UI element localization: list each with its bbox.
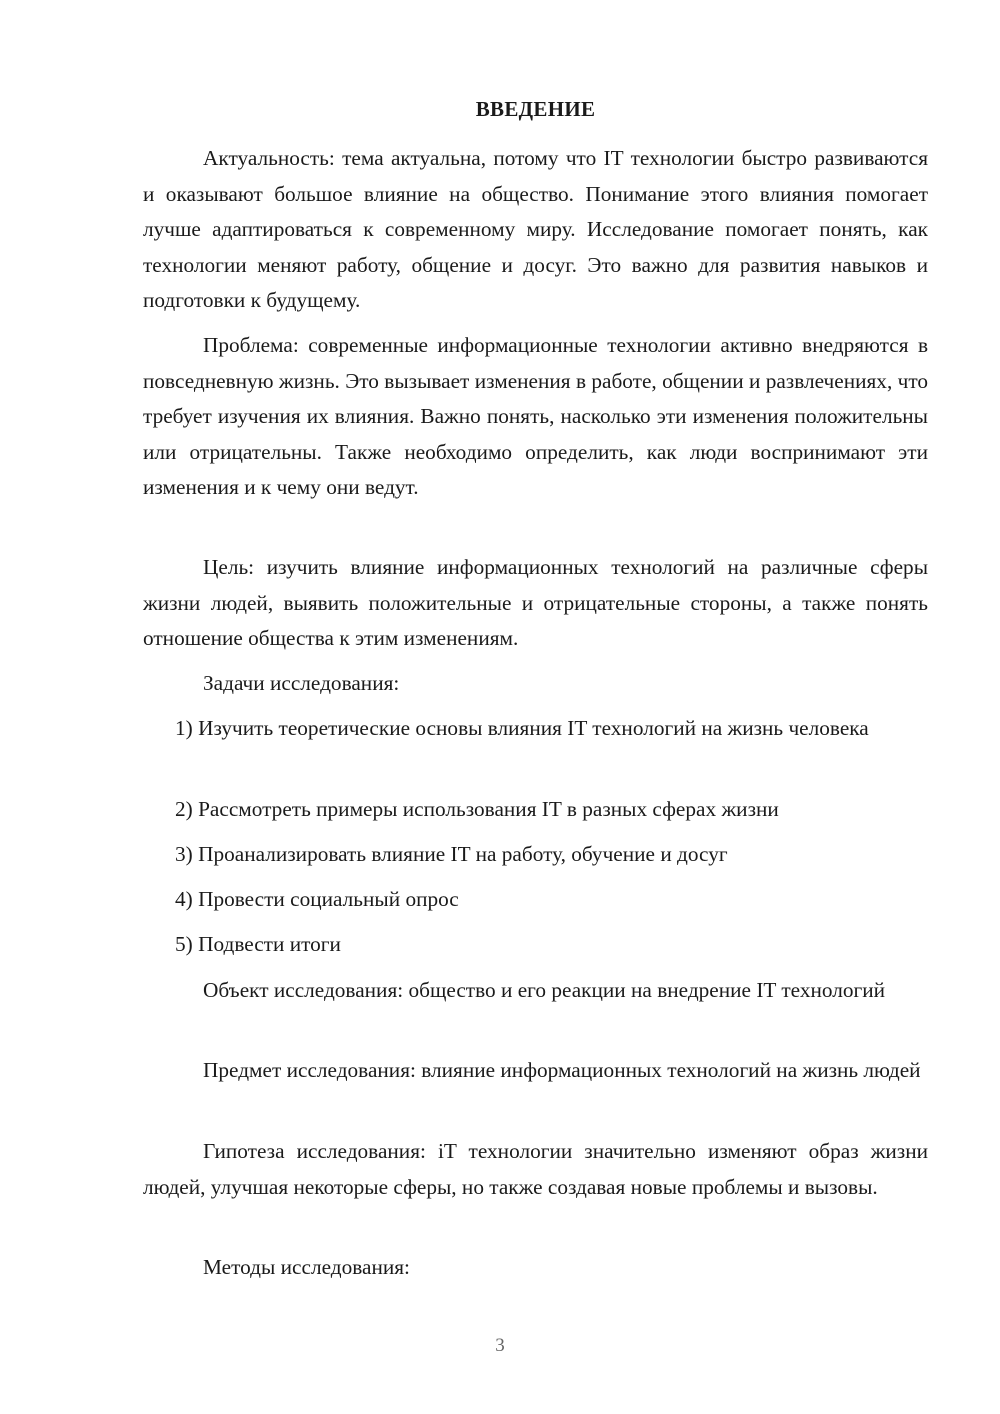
paragraph-object: Объект исследования: общество и его реакции на внедрение IT технологий: [203, 978, 886, 1002]
section-title: ВВЕДЕНИЕ: [475, 97, 596, 121]
task-item-4: 4) Провести социальный опрос: [175, 887, 459, 911]
paragraph-relevance: Актуальность: тема актуальна, потому что IT технологии быстро развиваются и оказывают большое влияние на общество. Понимание этого влияния помогает лучше адаптироваться к современному миру. Исследование помогает понять, как технологии меняют работу, общение и досуг. Это важно для развития навыков и подготовки к будущему.: [143, 146, 928, 312]
methods-heading: Методы исследования:: [203, 1255, 410, 1279]
task-item-1: 1) Изучить теоретические основы влияния IT технологий на жизнь человека: [175, 716, 869, 740]
tasks-heading: Задачи исследования:: [203, 671, 400, 695]
page-number: 3: [495, 1335, 505, 1356]
task-item-5: 5) Подвести итоги: [175, 932, 341, 956]
paragraph-problem: Проблема: современные информационные технологии активно внедряются в повседневную жизнь. Это вызывает изменения в работе, общении и развлечениях, что требует изучения их влияния. Важно понять, насколько эти изменения положительны или отрицательны. Также необходимо определить, как люди воспринимают эти изменения и к чему они ведут.: [143, 333, 928, 499]
paragraph-goal: Цель: изучить влияние информационных технологий на различные сферы жизни людей, выявить положительные и отрицательные стороны, а также понять отношение общества к этим изменениям.: [143, 555, 928, 650]
task-item-2: 2) Рассмотреть примеры использования IT в разных сферах жизни: [175, 797, 779, 821]
paragraph-hypothesis: Гипотеза исследования: iT технологии значительно изменяют образ жизни людей, улучшая некоторые сферы, но также создавая новые проблемы и вызовы.: [143, 1139, 928, 1199]
task-item-3: 3) Проанализировать влияние IT на работу, обучение и досуг: [175, 842, 728, 866]
paragraph-subject: Предмет исследования: влияние информационных технологий на жизнь людей: [203, 1058, 921, 1082]
